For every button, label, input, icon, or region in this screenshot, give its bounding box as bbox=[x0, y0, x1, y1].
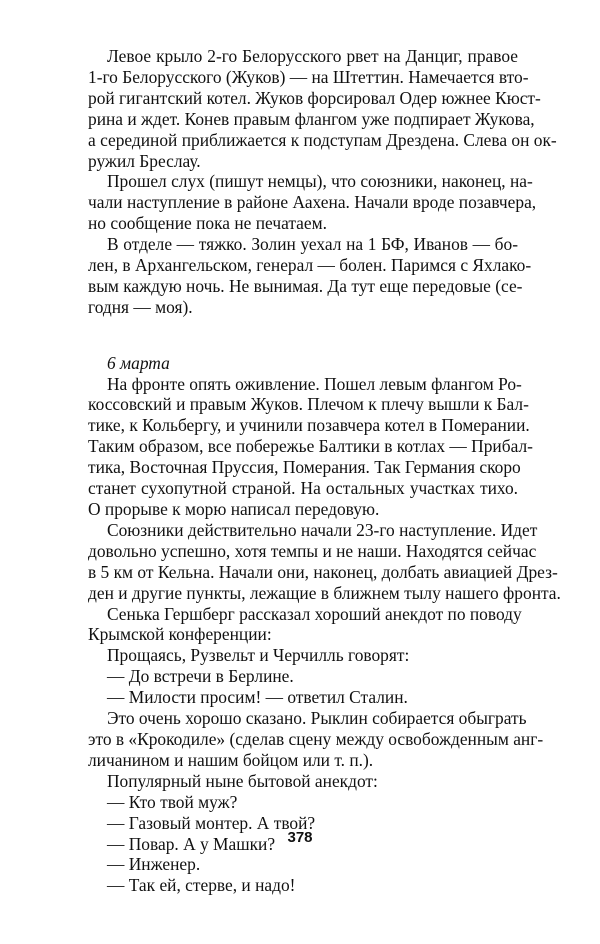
page-number: 378 bbox=[287, 829, 313, 846]
date-heading: 6 марта bbox=[107, 352, 170, 373]
text-line: личанином и нашим бойцом или т. п.). bbox=[88, 749, 374, 770]
text-line: рина и ждет. Конев правым флангом уже подпирает Жукова, bbox=[88, 108, 535, 129]
text-line: годня — моя). bbox=[88, 296, 193, 317]
paragraph bbox=[88, 171, 537, 234]
text-line: Союзники действительно начали 23-го наступление. Идет bbox=[107, 519, 538, 540]
text-line: это в «Крокодиле» (сделав сцену между освобожденным анг- bbox=[88, 728, 544, 749]
text-line: а серединой приближается к подступам Дрездена. Слева он ок- bbox=[88, 129, 557, 150]
text-line: Сенька Гершберг рассказал хороший анекдот по поводу bbox=[107, 603, 522, 624]
text-line: чали наступление в районе Аахена. Начали вроде позавчера, bbox=[88, 192, 537, 213]
section-gap bbox=[88, 339, 518, 353]
text-line: вым каждую ночь. Не вынимая. Да тут еще передовые (се- bbox=[88, 275, 523, 296]
paragraph bbox=[88, 519, 561, 604]
paragraph bbox=[88, 708, 544, 771]
text-line: коссовский и правым Жуков. Плечом к плечу вышли к Бал- bbox=[88, 394, 529, 415]
text-line: станет сухопутной страной. На остальных участках тихо. bbox=[88, 478, 518, 499]
text-line: Это очень хорошо сказано. Рыклин собирается обыграть bbox=[107, 708, 527, 729]
text-line: О прорыве к морю написал передовую. bbox=[88, 499, 380, 520]
dialogue-line: — Газовый монтер. А твой? bbox=[107, 812, 316, 833]
text-line: рой гигантский котел. Жуков форсировал Одер южнее Кюст- bbox=[88, 87, 541, 108]
text-line: но сообщение пока не печатаем. bbox=[88, 213, 327, 234]
text-line: довольно успешно, хотя темпы и не наши. Находятся сейчас bbox=[88, 540, 537, 561]
text-line: В отделе — тяжко. Золин уехал на 1 БФ, Иванов — бо- bbox=[107, 234, 518, 255]
text-line: На фронте опять оживление. Пошел левым флангом Ро- bbox=[107, 373, 522, 394]
dialogue-line: — Кто твой муж? bbox=[107, 791, 238, 812]
page-body bbox=[88, 46, 561, 896]
paragraph bbox=[88, 373, 533, 520]
dialogue-line: — Инженер. bbox=[107, 854, 201, 875]
paragraph bbox=[88, 234, 532, 318]
text-line: в 5 км от Кельна. Начали они, наконец, долбать авиацией Дрез- bbox=[88, 561, 558, 582]
text-line: 1-го Белорусского (Жуков) — на Штеттин. Намечается вто- bbox=[88, 66, 529, 87]
text-line: тике, к Кольбергу, и учинили позавчера котел в Померании. bbox=[88, 415, 530, 436]
dialogue-line: — Так ей, стерве, и надо! bbox=[107, 875, 296, 896]
text-line: Таким образом, все побережье Балтики в котлах — Прибал- bbox=[88, 436, 533, 457]
section-gap bbox=[88, 318, 518, 339]
text-line: Крымской конференции: bbox=[88, 624, 272, 645]
text-line: Прощаясь, Рузвельт и Черчилль говорят: bbox=[107, 645, 410, 666]
text-line: тика, Восточная Пруссия, Померания. Так Германия скоро bbox=[88, 457, 521, 478]
text-line: Левое крыло 2-го Белорусского рвет на Данциг, правое bbox=[107, 46, 518, 66]
dialogue-line: — Милости просим! — ответил Сталин. bbox=[107, 687, 408, 708]
text-line: лен, в Архангельском, генерал — болен. Паримся с Яхлако- bbox=[88, 255, 532, 276]
text-line: ден и другие пункты, лежащие в ближнем тылу нашего фронта. bbox=[88, 582, 561, 603]
dialogue-line: — Повар. А у Машки? bbox=[107, 833, 276, 854]
dialogue-line: — До встречи в Берлине. bbox=[107, 666, 294, 687]
text-line: Прошел слух (пишут немцы), что союзники, наконец, на- bbox=[107, 171, 533, 192]
text-line: ружил Бреслау. bbox=[88, 150, 201, 171]
paragraph bbox=[88, 46, 557, 171]
text-line: Популярный ныне бытовой анекдот: bbox=[107, 770, 378, 791]
paragraph bbox=[88, 603, 522, 646]
